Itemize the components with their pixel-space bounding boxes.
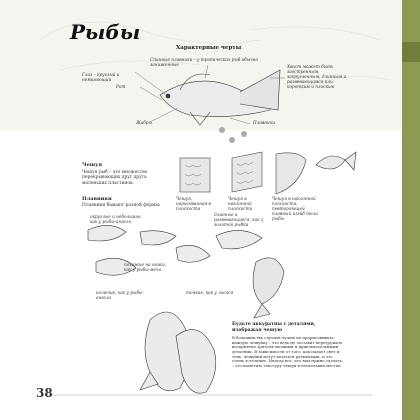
- label-tail: Хвост может быть заостренным, закругленным, длинным и развевающимся или коротким и плоским: [287, 64, 347, 90]
- fin-caption-round: округлые и небольшие, как у рыбы-ангела: [90, 214, 142, 225]
- koi-illustration: [140, 312, 216, 393]
- page-title: Рыбы: [70, 20, 141, 44]
- detail-body: В большинстве случаев лучше не прорисовывать каждую чешуйку – это ведь не заставит перегружать восприятие зрителя мелкими и привлекательными деталями. В зависимости от того, как падает свет и тень, чешуйки могут казаться размытыми, и это очень эстетично. Иногда все, что вам нужно сделать, – это наметить текстуру чешуи в нескольких местах.: [232, 335, 344, 369]
- fin-caption-sharp: похожие на ножи, как у рыбы-меча: [124, 262, 167, 273]
- scale-samples: [180, 152, 306, 194]
- page-number: 38: [36, 386, 53, 400]
- scale-caption-flat: Чешуя, нарисованная в плоскости: [176, 196, 211, 212]
- scales-body: Чешуя рыб – это множество перекрывающих друг друга маленьких пластинок.: [82, 170, 148, 186]
- scale-caption-tilted: Чешуя в наклонной плоскости: [228, 196, 253, 212]
- section-subtitle: Характерные черты: [176, 45, 242, 51]
- fin-caption-long: длинные и развевающиеся, как у золотой рыбки: [214, 212, 264, 228]
- label-mouth: Рот: [116, 84, 126, 89]
- fins-sketches: [88, 225, 262, 275]
- label-gills: Жабры: [136, 120, 152, 125]
- fins-body: Плавники бывают разной формы:: [82, 203, 161, 208]
- scales-heading: Чешуя: [82, 162, 103, 168]
- label-fins: Плавники: [253, 120, 275, 125]
- fin-caption-spiky: колючие, как у рыбы-ангела: [96, 290, 144, 301]
- scale-caption-curved: Чешуя в наклонной плоскости, повторяющей плавный изгиб тела рыбы: [272, 196, 318, 222]
- detail-heading: Будьте аккуратны с деталями, изображая чешую: [232, 322, 316, 333]
- label-eye: Глаз – круглый и немигающий: [82, 72, 120, 83]
- fin-caption-thin: тонкие, как у лосося: [186, 290, 234, 295]
- fins-heading: Плавники: [82, 196, 112, 202]
- label-dorsal-fins: Спинные плавники – у тропических рыб обычно заниженные: [150, 57, 259, 68]
